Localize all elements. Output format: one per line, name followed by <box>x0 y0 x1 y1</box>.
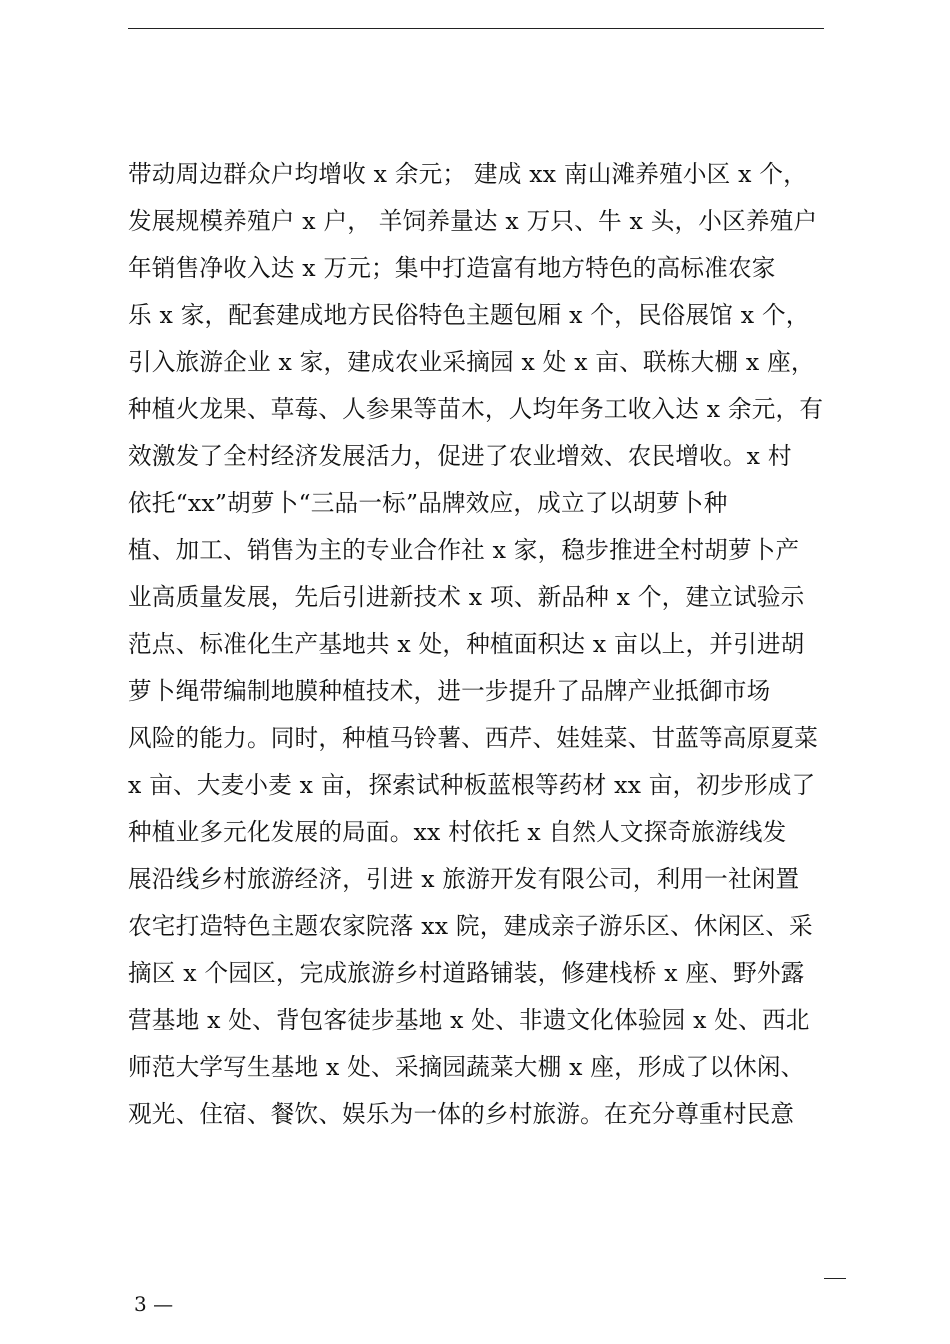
text-line: 年销售净收入达 x 万元；集中打造富有地方特色的高标准农家 <box>128 254 776 282</box>
footer-rule <box>824 1278 846 1279</box>
text-line: 师范大学写生基地 x 处、采摘园蔬菜大棚 x 座，形成了以休闲、 <box>128 1053 805 1081</box>
text-line: 带动周边群众户均增收 x 余元； 建成 xx 南山滩养殖小区 x 个， <box>128 160 807 188</box>
text-line: 摘区 x 个园区，完成旅游乡村道路铺装，修建栈桥 x 座、野外露 <box>128 959 805 987</box>
text-line: 引入旅游企业 x 家，建成农业采摘园 x 处 x 亩、联栋大棚 x 座， <box>128 348 815 376</box>
text-line: 展沿线乡村旅游经济，引进 x 旅游开发有限公司，利用一社闲置 <box>128 865 800 893</box>
text-line: 依托“xx”胡萝卜“三品一标”品牌效应，成立了以胡萝卜种 <box>128 489 728 517</box>
text-line: 种植业多元化发展的局面。xx 村依托 x 自然人文探奇旅游线发 <box>128 818 787 846</box>
body-text <box>128 151 828 1138</box>
text-line: 营基地 x 处、背包客徒步基地 x 处、非遗文化体验园 x 处、西北 <box>128 1006 810 1034</box>
text-line: 风险的能力。同时，种植马铃薯、西芹、娃娃菜、甘蓝等高原夏菜 <box>128 724 819 752</box>
text-line: 观光、住宿、餐饮、娱乐为一体的乡村旅游。在充分尊重村民意 <box>128 1100 795 1128</box>
text-line: 萝卜绳带编制地膜种植技术，进一步提升了品牌产业抵御市场 <box>128 677 771 705</box>
text-line: 效激发了全村经济发展活力，促进了农业增效、农民增收。x 村 <box>128 442 792 470</box>
text-line: 植、加工、销售为主的专业合作社 x 家，稳步推进全村胡萝卜产 <box>128 536 800 564</box>
text-line: 种植火龙果、草莓、人参果等苗木，人均年务工收入达 x 余元，有 <box>128 395 824 423</box>
text-line: 乐 x 家，配套建成地方民俗特色主题包厢 x 个，民俗展馆 x 个， <box>128 301 810 329</box>
text-line: 农宅打造特色主题农家院落 xx 院，建成亲子游乐区、休闲区、采 <box>128 912 813 940</box>
header-rule <box>128 28 824 29</box>
text-line: 范点、标准化生产基地共 x 处，种植面积达 x 亩以上，并引进胡 <box>128 630 805 658</box>
text-line: 发展规模养殖户 x 户， 羊饲养量达 x 万只、牛 x 头，小区养殖户 <box>128 207 818 235</box>
page-number: 3 — <box>134 1292 174 1316</box>
text-line: 业高质量发展，先后引进新技术 x 项、新品种 x 个，建立试验示 <box>128 583 805 611</box>
text-line: x 亩、大麦小麦 x 亩，探索试种板蓝根等药材 xx 亩，初步形成了 <box>128 771 816 799</box>
